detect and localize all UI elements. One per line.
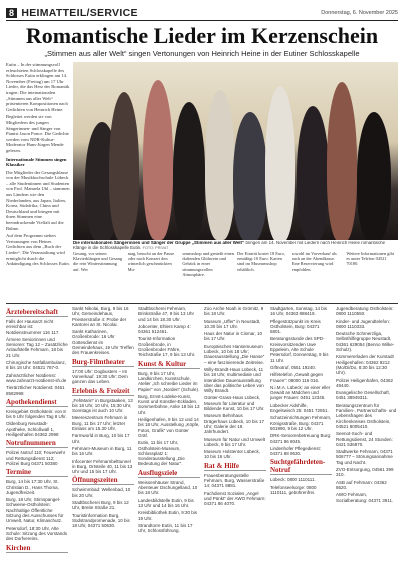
listing-entry: Zahnärztlicher Notdienst: www.zahnarzt-notdienst-sh.de — [6, 372, 67, 383]
listing-entry: Stadtgarten, Sonntag, 14 bis 16 Uhr, 04363 888419. — [270, 306, 328, 317]
listing-entry: Beratungszentrum für Familien-, Partnerschafts- und Lebensfragen des Kirchenkreises Ostholstein, 04521 8005410. — [336, 402, 397, 429]
listing-entry: Weissenhäuser Strand, Abenteuer Dschungelland, 10 bis 18 Uhr. — [138, 479, 198, 496]
article-column: mag, besucht an der Pause oder nach Konzert den winterlich geschmückten Mu- — [127, 251, 175, 272]
listing-entry: Polizei Notruf 110; Feuerwehr und Rettungsdienst 112; Polizei Burg 04371 50380 — [6, 450, 66, 466]
page-header — [6, 6, 398, 21]
listings-column-2 — [72, 306, 134, 564]
listing-entry: Schutzeinrichtungen Fehmarn, Königsstraße, Burg: 04371 501990, 9 bis 12 Uhr. — [270, 415, 332, 431]
article-column: sowohl im Vorverkauf als auch an der Abendkasse. Eine Reservierung wird empfohlen. — [291, 251, 337, 272]
listings-column-6 — [336, 306, 398, 564]
listing-entry: Hilfetelefon „Gewalt gegen Frauen“: 08000 116 016. — [270, 372, 324, 383]
article-body-columns — [73, 251, 398, 301]
listing-entry: Landesbildstelle Eutin, 9 bis 13 Uhr und 14 bis 16 Uhr. — [138, 497, 194, 508]
listing-entry: Ärmere Seniorinnen und Senioren: Tag 12 – Zusätzliche Anlaufstelle Fehmarn, 18 bis 21 Uhr. — [6, 336, 68, 358]
listing-entry: Seenot-Such- und Rettungsdienst, 24 Stunden: 0421 536870. — [336, 431, 393, 447]
listing-entry: Touristinformation Burg, Südstrandpromenade, 10 bis 18 Uhr, 04371 50630. — [72, 512, 130, 529]
article-lead-column — [6, 62, 70, 300]
singer-figure — [265, 86, 295, 240]
service-listings — [6, 306, 398, 564]
listing-heading: Notrufnummern — [6, 439, 68, 448]
singer-figure — [297, 106, 329, 240]
listing-entry: Museum für Natur und Umwelt Lübeck, 9 bis 17 Uhr. — [204, 436, 266, 447]
listing-entry: Stadtbücherei Fehmarn, Brinkstraße 47, 9 bis 13 Uhr und 14 bis 18.30 Uhr. — [138, 306, 195, 322]
listing-entry: Frauenberatungsstelle Fehmarn, Burg, Wasserstraße 14: 04371 8881. — [204, 472, 265, 489]
listing-entry: Burg, 9 bis 17 Uhr, Landkirchen, Kunstschule, Atelier „Ich schreibe Lieder im Papier“ von „Norden“ (Schule). — [138, 370, 200, 392]
listing-entry: Telefonseelsorge: 0800 1110111, gebührenfrei. — [270, 484, 317, 496]
listing-entry: Lübeck: 0800 1110111. — [270, 477, 316, 483]
listing-entry: Günter-Grass-Haus Lübeck, Museum für Literatur und Bildende Kunst, 10 bis 17 Uhr. — [204, 395, 265, 412]
listing-entry: Museum Behnhaus Drägerhaus Lübeck, 10 bis 17 Uhr; Galerie der 19. Jahrhundert. — [204, 413, 265, 435]
listing-entry: Burg, Ernst-Lüdeke-Kunst, Kunst und Künstler-Eckladen, Sommerbühne, Anke 18 bis 13 Uhr. — [138, 393, 200, 415]
photo-credit: FOTO: PRIVAT — [142, 245, 169, 250]
singer-figure — [205, 90, 235, 240]
listing-entry: DRK-Seniorenbetreuung Burg: 04371 86 8045. — [270, 433, 332, 444]
listing-entry: Europäisches Hansemuseum Lübeck, 10 bis 18 Uhr; Dauerausstellung „Die Hanse“ – eine faszinierende Zeitreise. — [204, 343, 265, 365]
issue-date: Donnerstag, 6. November 2025 — [321, 10, 398, 16]
listing-heading: Ausflugsziele — [138, 469, 200, 478]
listing-entry: AWO Fehmarn, Sozialberatung: 04371 3911. — [336, 492, 394, 503]
listing-heading: Burg-Filmtheater — [72, 358, 134, 367]
listing-entry: Jugendberatung Ostholstein: 0800 1110550. — [336, 306, 394, 317]
listing-entry: N.i.M.A. Lübeck: an einer eller Gewalt an Mädchen und junger Frauen: 0451 12345. — [270, 384, 331, 401]
listings-column-1 — [6, 306, 68, 564]
listing-entry: ZVO-Entsorgung, 04561 399 310. — [336, 467, 394, 478]
listing-entry: Farmworld in Burg, 10 bis 17 Uhr. — [72, 433, 130, 444]
listing-entry: Evangelische Gesellschaft, 0451 38949311. — [336, 390, 391, 401]
listing-entry: Willy-Brandt-Haus Lübeck, 11 bis 18 Uhr, multimediale und interaktive Dauerausstellung über das politische Leben von Willy Brandt. — [204, 366, 264, 394]
listing-entry: Meereszentrum Fehmarn in Burg, 11 bis 17 Uhr; letzter Einlass um 15.30 Uhr. — [72, 415, 128, 432]
singer-figure — [327, 82, 357, 240]
article-column: Der Eintritt kostet 18 Euro, ermäßigt 10 Euro. Karten sind im Museumsshop erhältlich. — [237, 251, 285, 272]
listing-entry: Pflegestützpunkt im Kreis Ostholstein, Burg: 04371 5801. — [270, 318, 321, 335]
listing-entry: Burg, 18 Uhr, Stirnspangel-Schweine-Ostholstein: Nachhaltige Öffentliche Sitzung des Ausschusses für Umwelt, Natur, Klimaschutz. — [6, 497, 64, 524]
listing-heading: Kunst & Kultur — [138, 360, 200, 369]
listing-entry: Zoo Arche Noah in Grömitz, 9 bis 18 Uhr. — [204, 306, 264, 317]
listing-entry: Kreisbibliothek Eutin, 9:30 bis 19 Uhr. — [138, 510, 198, 521]
article-photo — [73, 62, 398, 240]
listing-entry: ASB auf Fehmarn: 04362 8620. — [336, 479, 387, 490]
listing-entry: Polizei Heiligenhafen, 04362 49440. — [336, 377, 394, 388]
listing-entry: Oldenburg Neustadt-Apotheke, Schloßwall 1, Heiligenhafen 04362 2998 — [6, 421, 59, 438]
article-body-2: Auf dem Programm stehen Vertonungen von Heines Gedichten aus dem „Buch der Lieder“. Die Veranstaltung wird ermöglicht durch die Ankündigung des Schlosses Eutin. — [6, 233, 70, 267]
listing-entry: „FehMarin“ in Burgstaaken, 13 bis 18 Uhr, 10 Uhr, 15:30 Uhr, Sonntags ist auch 10 Uhr. — [72, 397, 133, 414]
listing-entry: Sankt Nikolai, Burg, 9 bis 16 Uhr, Gemeindehaus, Priesterstraße 4: Probe der Kantorei an St. Nicolai. — [72, 306, 129, 327]
listing-entry: Sankt Katharinen, Großenbrode: 16 Uhr Gottesdienst im Gemeindehaus, 19 Uhr Treffen des Frauenkreises. — [72, 329, 134, 356]
listing-entry: Schwimmbad: Wellenbad, 10 bis 20 Uhr. — [72, 487, 131, 498]
listing-entry: Kinder- und Jugendtelefon: 0800 1110333. — [336, 318, 391, 329]
listing-heading: Kirchen — [6, 544, 68, 553]
listing-heading: Erlebnis & Freizeit — [72, 387, 134, 396]
listing-entry: Heiligenhafen, 9 bis 12 und 14 bis 18 Uhr, Ausstellung „Köpfe, Fotos, Grafik“ von Günter Gräf. — [138, 417, 200, 438]
article-lead: Eutin – In der stimmungsvoll erleuchteten Schlosskapelle des Schlosses Eutin erklingen am 14. November (Freitag) um 17 Uhr Lieder, die das Herz der Romantik tragen: Die internationalen „Stimmen aus aller Welt“ präsentieren Kompositionen nach Gedichten von Heinrich Heine. — [6, 62, 70, 112]
singer-figure — [357, 112, 391, 240]
singer-figure — [109, 92, 139, 240]
singer-figure — [143, 80, 173, 240]
listing-entry: Stadtwerke Fehmarn, 04371 506777 – Störungsannahme Tag und Nacht. — [336, 449, 393, 465]
section-divider — [6, 303, 398, 304]
section-title — [6, 7, 138, 19]
listing-entry: Fehmarn-Museum in Burg, 11 bis 16 Uhr. — [72, 445, 132, 457]
listing-entry: Tourist-Information Großenbrode, in Großenbroder Fähre, Teichstraße 17, 9 bis 13 Uhr. — [138, 336, 196, 358]
listing-entry: Eutin, 11 bis 17 Uhr, Ostholstein-Museum, Schlossplatz 1: Sonderausstellung „Die Bedeutung der Natur“. — [138, 440, 185, 467]
listing-entry: Lübecker Aidshilfe, Engelswisch 25: 0451 72551. — [270, 402, 329, 414]
listing-entry: Petersdorf, 18:30 Uhr, Alte Schule: Sitzung des Vorstands des Dorfvereins. — [6, 525, 68, 542]
listing-entry: Beratungsstunde des SPD-Kreisvorsitzenden Uwe Eppeleim, Alte Schule Petersdorf, Donnerstag, 9 bis 11 Uhr. — [270, 336, 329, 363]
listing-entry: Giftnotruf, 0551 19240. — [270, 364, 317, 370]
article-body: Die Mitglieder der Gesangsklasse von der Musikhochschule Lübeck – alle Studentinnen und Studenten von Prof. Manuela Uhl – stammen aus Ländern wie den Niederlanden, aus Japan, Italien, Korea, Südafrika, China und Deutschland und bringen mit ihren Stimmen eine beeindruckende Vielfalt auf die Bühne. — [6, 169, 70, 231]
listing-entry: Haus der Natur in Cismar, 10 bis 17 Uhr. — [204, 331, 263, 342]
article-inner-heading: Internationale Stimmen singen Klassiker — [6, 156, 67, 168]
article-column: Weitere Informationen gibt es unter Telefon 04521 70180. — [346, 251, 395, 267]
singer-figure — [233, 112, 267, 240]
listings-column-4 — [204, 306, 266, 564]
listing-entry: Kümmererladen der Kurstadt Heiligenhafen: 04362 9212 (Mo/Di/Do, 8:30 bis 12:30 Uhr). — [336, 354, 394, 376]
listing-entry: Fachdienst Soziales „Angel und Pünkt“ der AWO Fehmarn: 04371 86 4070. — [204, 490, 266, 507]
listing-entry: Jobcenter, Ehlers Kamp 4: 04361 512461. — [138, 323, 191, 335]
listing-entry: Museum „Uffer“ in Neustadt, 10.30 bis 17 Uhr. — [204, 318, 261, 329]
listing-entry: Kreisgebiet Ostholstein: von 8 bis 9 Uhr folgenden Tag 8 Uhr. — [6, 408, 67, 420]
caption-text: bringen am 14. November mit Liedern nach Heinrich Heine romantische Klänge in die Schlosskapelle Eutin. — [73, 241, 386, 250]
listing-heading: Suchtgefährdeten-Notruf — [270, 458, 332, 475]
singer-figure — [173, 102, 205, 240]
article-column: Gesang, vor seinen Klavierklängen und Gesang die rein Winterstimmung auf. Wer — [73, 251, 123, 272]
listing-entry: Lindenhofer Pflegedienst: 04371 88 9530. — [270, 445, 322, 457]
listing-entry: Infocenter Fehmarnbelttunnel in Burg, Ortsteile 40, 11 bis 13 Uhr und 15 bis 17 Uhr. — [72, 458, 133, 475]
listing-entry: Strandtorre Eutin, 11 bis 17 Uhr, Schlossführung. — [138, 522, 193, 534]
listing-entry: Museum Holstentor Lübeck, 10 bis 16 Uhr. — [204, 449, 261, 460]
listing-entry: 17:00 Uhr: Dogbusters – Im Vorverkauf. 19:30 Uhr: Dem ganzen das Leben. — [72, 368, 128, 385]
listing-heading: Termine — [6, 468, 68, 477]
article-subheadline: „Stimmen aus aller Welt“ singen Vertonungen von Heinrich Heine in der Eutiner Schlosskapelle — [44, 49, 360, 58]
listing-entry: Stadtbücherei Burg, 9 bis 12 Uhr, Breite Straße 21. — [72, 500, 129, 511]
listing-heading: Rat & Hilfe — [204, 462, 266, 471]
listings-column-5 — [270, 306, 332, 564]
listing-heading: Apothekendienst — [6, 398, 68, 407]
listing-heading: Öffnungszeiten — [72, 476, 134, 485]
listing-entry: Burg, 14 bis 17:30 Uhr, St. Christian D., Hans Thoma, Jugendfreizeit. — [6, 479, 59, 495]
article-column: seumsshop und genießt einen duftenden Glühwein und Gebäck in einer stimmungsvollen Atmosphäre. — [182, 251, 234, 277]
listing-entry: Falls der Hausarzt nicht erreichbar ist: Notdienstnummer 116 117. — [6, 319, 60, 335]
listing-entry: Tierärztlicher Notdienst: 0461 8582998 — [6, 385, 65, 396]
listing-heading: Ärztebereitschaft — [6, 308, 68, 317]
listing-entry: Chirurgische Notfallambulanz, 8 bis 18 Uhr: 04521 787-0. — [6, 360, 67, 371]
article-headline: Romantische Lieder im Kerzenschein — [25, 23, 379, 48]
caption-bold: Die internationalen Sängerinnen und Sänger der Gruppe „Stimmen aus aller Welt“ — [73, 241, 245, 245]
listing-entry: Deutsche Schmerzliga, Selbsthilfegruppe Neustadt, 04361 629054 (Benno Wilke-Schulz). — [336, 331, 395, 353]
page-number: 8 — [6, 8, 17, 18]
photo-caption — [73, 241, 398, 250]
section-name: HEIMATTEIL/SERVICE — [21, 7, 138, 19]
article-lead-2: Begleitet werden sie von Mitgliedern des jungen Sängerinnen- und Sänger von Pianist Jason Ponce. Die Gedichte werden vom NDR-Kultur-Moderator Hans-Jürgen Mende gelesen. — [6, 114, 69, 153]
listings-column-3 — [138, 306, 200, 564]
